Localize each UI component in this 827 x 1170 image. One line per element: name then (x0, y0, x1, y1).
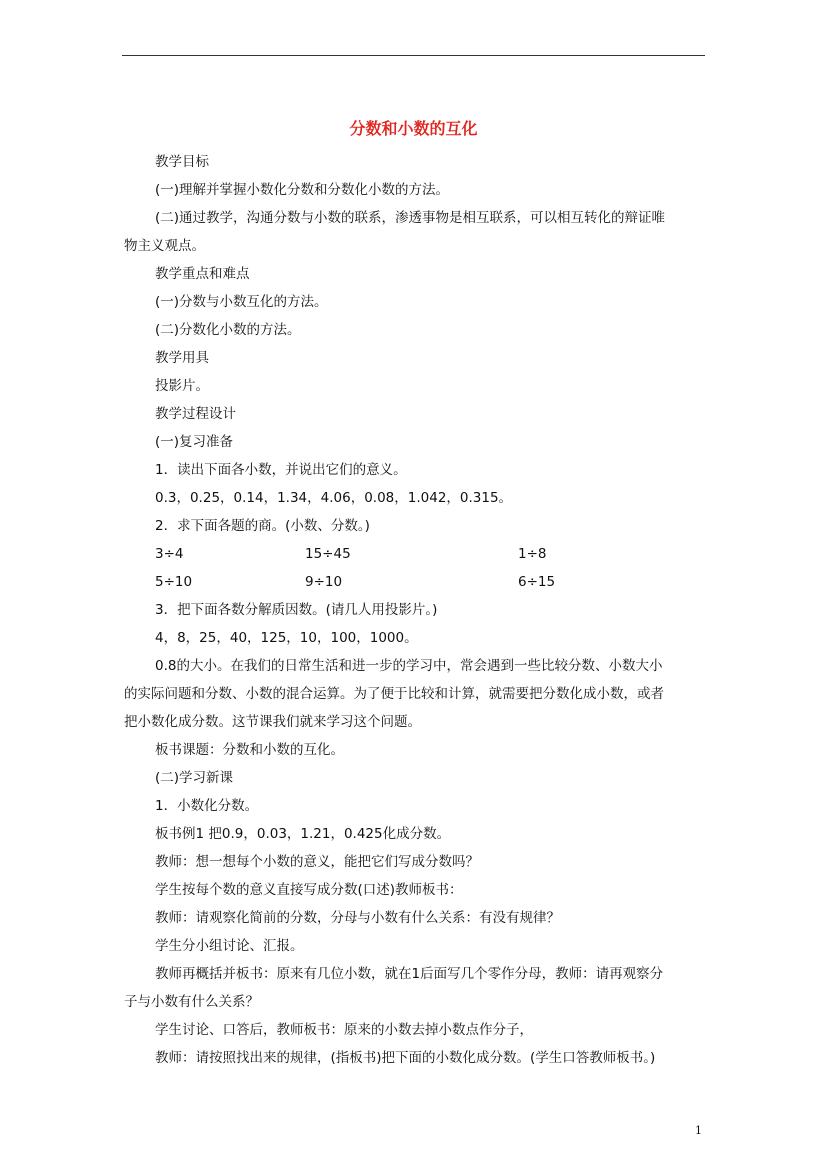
text-line: 4，8，25，40，125，10，100，1000。 (155, 630, 418, 646)
text-line: 教师：请按照找出来的规律，(指板书)把下面的小数化成分数。(学生口答教师板书。) (155, 1050, 656, 1066)
division-item: 5÷10 (155, 574, 193, 590)
document-body (124, 148, 706, 1072)
text-line: 教学过程设计 (155, 406, 236, 422)
page-number: 1 (695, 1124, 702, 1137)
division-item: 15÷45 (305, 546, 351, 562)
text-line: 1．读出下面各小数，并说出它们的意义。 (155, 462, 407, 478)
text-line: 把小数化成分数。这节课我们就来学习这个问题。 (124, 714, 421, 730)
text-line: (一)理解并掌握小数化分数和分数化小数的方法。 (155, 182, 450, 198)
text-line: 教师：想一想每个小数的意义，能把它们写成分数吗？ (155, 854, 479, 870)
text-line: 教师：请观察化简前的分数，分母与小数有什么关系：有没有规律？ (155, 910, 560, 926)
text-line: 教学目标 (155, 154, 209, 170)
text-line: 子与小数有什么关系？ (124, 994, 259, 1010)
division-row (124, 540, 706, 568)
text-line: 1．小数化分数。 (155, 798, 259, 814)
text-line: (二)学习新课 (155, 770, 234, 786)
paragraph-block-1 (124, 148, 706, 540)
paragraph-block-2 (124, 596, 706, 1072)
text-line: 2．求下面各题的商。(小数、分数。) (155, 518, 370, 534)
division-item: 6÷15 (518, 574, 556, 590)
text-line: 投影片。 (155, 378, 209, 394)
document-title: 分数和小数的互化 (349, 119, 478, 138)
text-line: (一)分数与小数互化的方法。 (155, 294, 328, 310)
text-line: 0.8的大小。在我们的日常生活和进一步的学习中，常会遇到一些比较分数、小数大小 (155, 658, 663, 674)
division-item: 3÷4 (155, 546, 184, 562)
text-line: 板书课题：分数和小数的互化。 (155, 742, 344, 758)
division-item: 9÷10 (305, 574, 343, 590)
text-line: 教学重点和难点 (155, 266, 250, 282)
division-problems (124, 540, 706, 596)
text-line: (二)分数化小数的方法。 (155, 322, 301, 338)
division-row (124, 568, 706, 596)
header-rule (122, 55, 705, 56)
text-line: 板书例1 把0.9，0.03，1.21，0.425化成分数。 (155, 826, 451, 842)
text-line: 3．把下面各数分解质因数。(请几人用投影片。) (155, 602, 438, 618)
text-line: 学生讨论、口答后，教师板书：原来的小数去掉小数点作分子， (155, 1022, 533, 1038)
text-line: 教学用具 (155, 350, 209, 366)
text-line: 0.3，0.25，0.14，1.34，4.06，0.08，1.042，0.315。 (155, 490, 513, 506)
text-line: 物主义观点。 (124, 238, 205, 254)
division-item: 1÷8 (518, 546, 547, 562)
text-line: 的实际问题和分数、小数的混合运算。为了便于比较和计算，就需要把分数化成小数，或者 (124, 686, 664, 702)
text-line: (二)通过教学，沟通分数与小数的联系，渗透事物是相互联系，可以相互转化的辩证唯 (155, 210, 666, 226)
text-line: 教师再概括并板书：原来有几位小数，就在1后面写几个零作分母，教师：请再观察分 (155, 966, 664, 982)
text-line: 学生分小组讨论、汇报。 (155, 938, 304, 954)
text-line: 学生按每个数的意义直接写成分数(口述)教师板书： (155, 882, 463, 898)
text-line: (一)复习准备 (155, 434, 234, 450)
